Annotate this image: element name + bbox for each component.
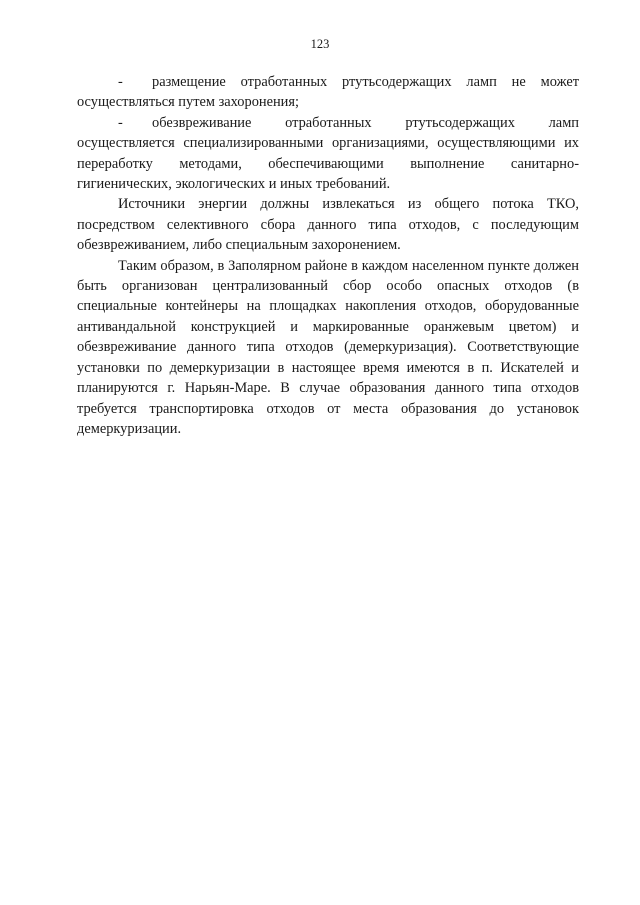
paragraph-conclusion: Таким образом, в Заполярном районе в каждом населенном пункте должен быть организован централизованный сбор особо опасных отходов (в специальные контейнеры на площадках накопления отходов, оборудованные антивандальной конструкцией и маркированные оранжевым цветом) и обезвреживание данного типа отходов (демеркуризация). Соответствующие установки по демеркуризации в настоящее время имеются в п. Искателей и планируются г. Нарьян-Маре. В случае образования данного типа отходов требуется транспортировка отходов от места образования до установок демеркуризации. — [77, 257, 579, 437]
bullet-item-lamp-neutralization — [77, 113, 579, 195]
bullet-item-lamp-disposal — [77, 72, 579, 113]
page-number: 123 — [310, 37, 330, 51]
bullet-text: обезвреживание отработанных ртутьсодержащих ламп осуществляется специализированными организациями, осуществляющими их переработку методами, обеспечивающими выполнение санитарно-гигиенических, экологических и иных требований. — [77, 114, 579, 193]
bullet-marker: - — [118, 114, 123, 131]
paragraph-energy-sources: Источники энергии должны извлекаться из общего потока ТКО, посредством селективного сбора данного типа отходов, с последующим обезвреживанием, либо специальным захоронением. — [77, 196, 579, 254]
bullet-text: размещение отработанных ртутьсодержащих ламп не может осуществляться путем захоронения; — [77, 74, 579, 111]
bullet-marker: - — [118, 74, 123, 90]
document-body — [77, 72, 579, 439]
